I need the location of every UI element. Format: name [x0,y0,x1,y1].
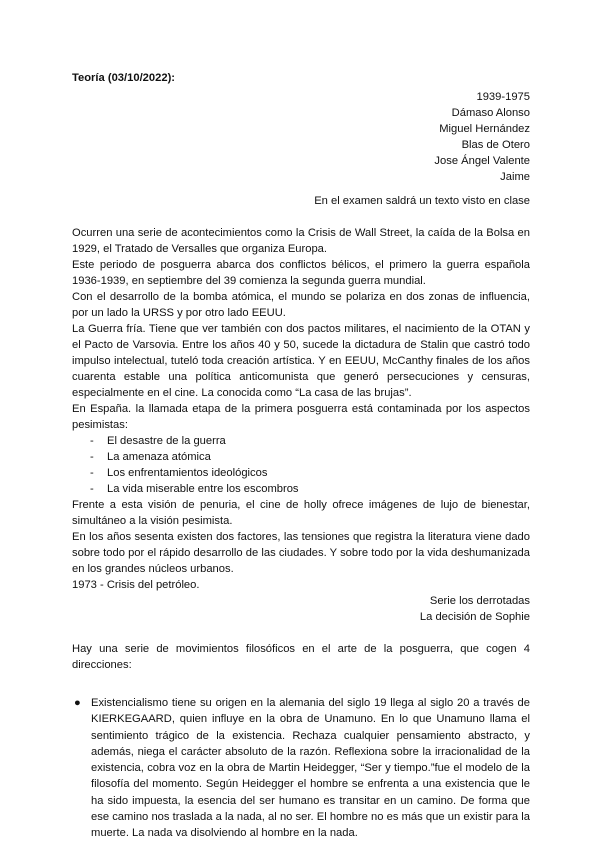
paragraph: 1973 - Crisis del petróleo. [72,579,200,591]
bullet-icon: ● [74,697,81,709]
paragraph: Ocurren una serie de acontecimientos como la Crisis de Wall Street, la caída de la Bolsa en 1929, el Tratado de Versalles que organiza Europa. [72,227,530,255]
author-name: Blas de Otero [461,139,530,151]
author-name: Jose Ángel Valente [434,155,530,167]
author-name: Dámaso Alonso [451,107,530,119]
list-item: - La amenaza atómica [72,449,530,465]
context-section [72,225,530,593]
movements-intro: Hay una serie de movimientos filosóficos en el arte de la posguerra, que cogen 4 direcciones: [72,643,530,671]
author-name: Miguel Hernández [439,123,530,135]
list-item: - La vida miserable entre los escombros [72,481,530,497]
paragraph: En los años sesenta existen dos factores, las tensiones que registra la literatura viene dado sobre todo por el rápido desarrollo de las ciudades. Y sobre todo por la vida deshumanizada en los grandes núcleos urbanos. [72,531,530,575]
paragraph: Este periodo de posguerra abarca dos conflictos bélicos, el primero la guerra española 1936-1939, en septiembre del 39 comienza la segunda guerra mundial. [72,259,530,287]
paragraph: Frente a esta visión de penuria, el cine de holly ofrece imágenes de lujo de bienestar, simultáneo a la visión pesimista. [72,499,530,527]
paragraph: En España. la llamada etapa de la primera posguerra está contaminada por los aspectos pesimistas: [72,403,530,431]
period-years: 1939-1975 [476,91,530,103]
film-title: Serie los derrotadas [429,595,530,607]
author-name: Jaime [500,171,530,183]
list-item [72,695,530,842]
film-title: La decisión de Sophie [419,611,530,623]
authors-block [72,89,530,185]
movement-text: Existencialismo tiene su origen en la alemania del siglo 19 llega al siglo 20 a través de KIERKEGAARD, quien influye en la obra de Unamuno. En lo que Unamuno llama el sentimiento trágico de la existencia. Rechaza cualquier pensamiento abstracto, y además, niega el carácter absoluto de la razón. Reflexiona sobre la irracionalidad de la existencia, cobra voz en la obra de Martin Heidegger, “Ser y tiempo.”fue el modelo de la filosofía del momento. Según Heidegger el hombre se enfrenta a una existencia que le ha sido impuesta, la esencia del ser humano es transitar en un camino. De forma que ese camino nos traslada a la nada, al no ser. El hombre no es más que un existir para la muerte. La nada va disolviendo al hombre en la nada. [91,697,530,840]
pessimism-list [72,433,530,497]
list-item: - Los enfrentamientos ideológicos [72,465,530,481]
page-title: Teoría (03/10/2022): [72,72,176,84]
exam-note: En el examen saldrá un texto visto en clase [314,195,530,207]
paragraph: La Guerra fría. Tiene que ver también con dos pactos militares, el nacimiento de la OTAN y el Pacto de Varsovia. Entre los años 40 y 50, sucede la dictadura de Stalin que castró todo impulso intelectual, tuteló toda creación artística. Y en EEUU, McCanthy finales de los años cuarenta estable una política anticomunista que generó persecuciones y censuras, especialmente en el cine. La conocida como “La casa de las brujas”. [72,323,530,399]
films-block [72,593,530,625]
list-item: - El desastre de la guerra [72,433,530,449]
movements-list [72,695,530,842]
paragraph: Con el desarrollo de la bomba atómica, el mundo se polariza en dos zonas de influencia, por un lado la URSS y por otro lado EEUU. [72,291,530,319]
